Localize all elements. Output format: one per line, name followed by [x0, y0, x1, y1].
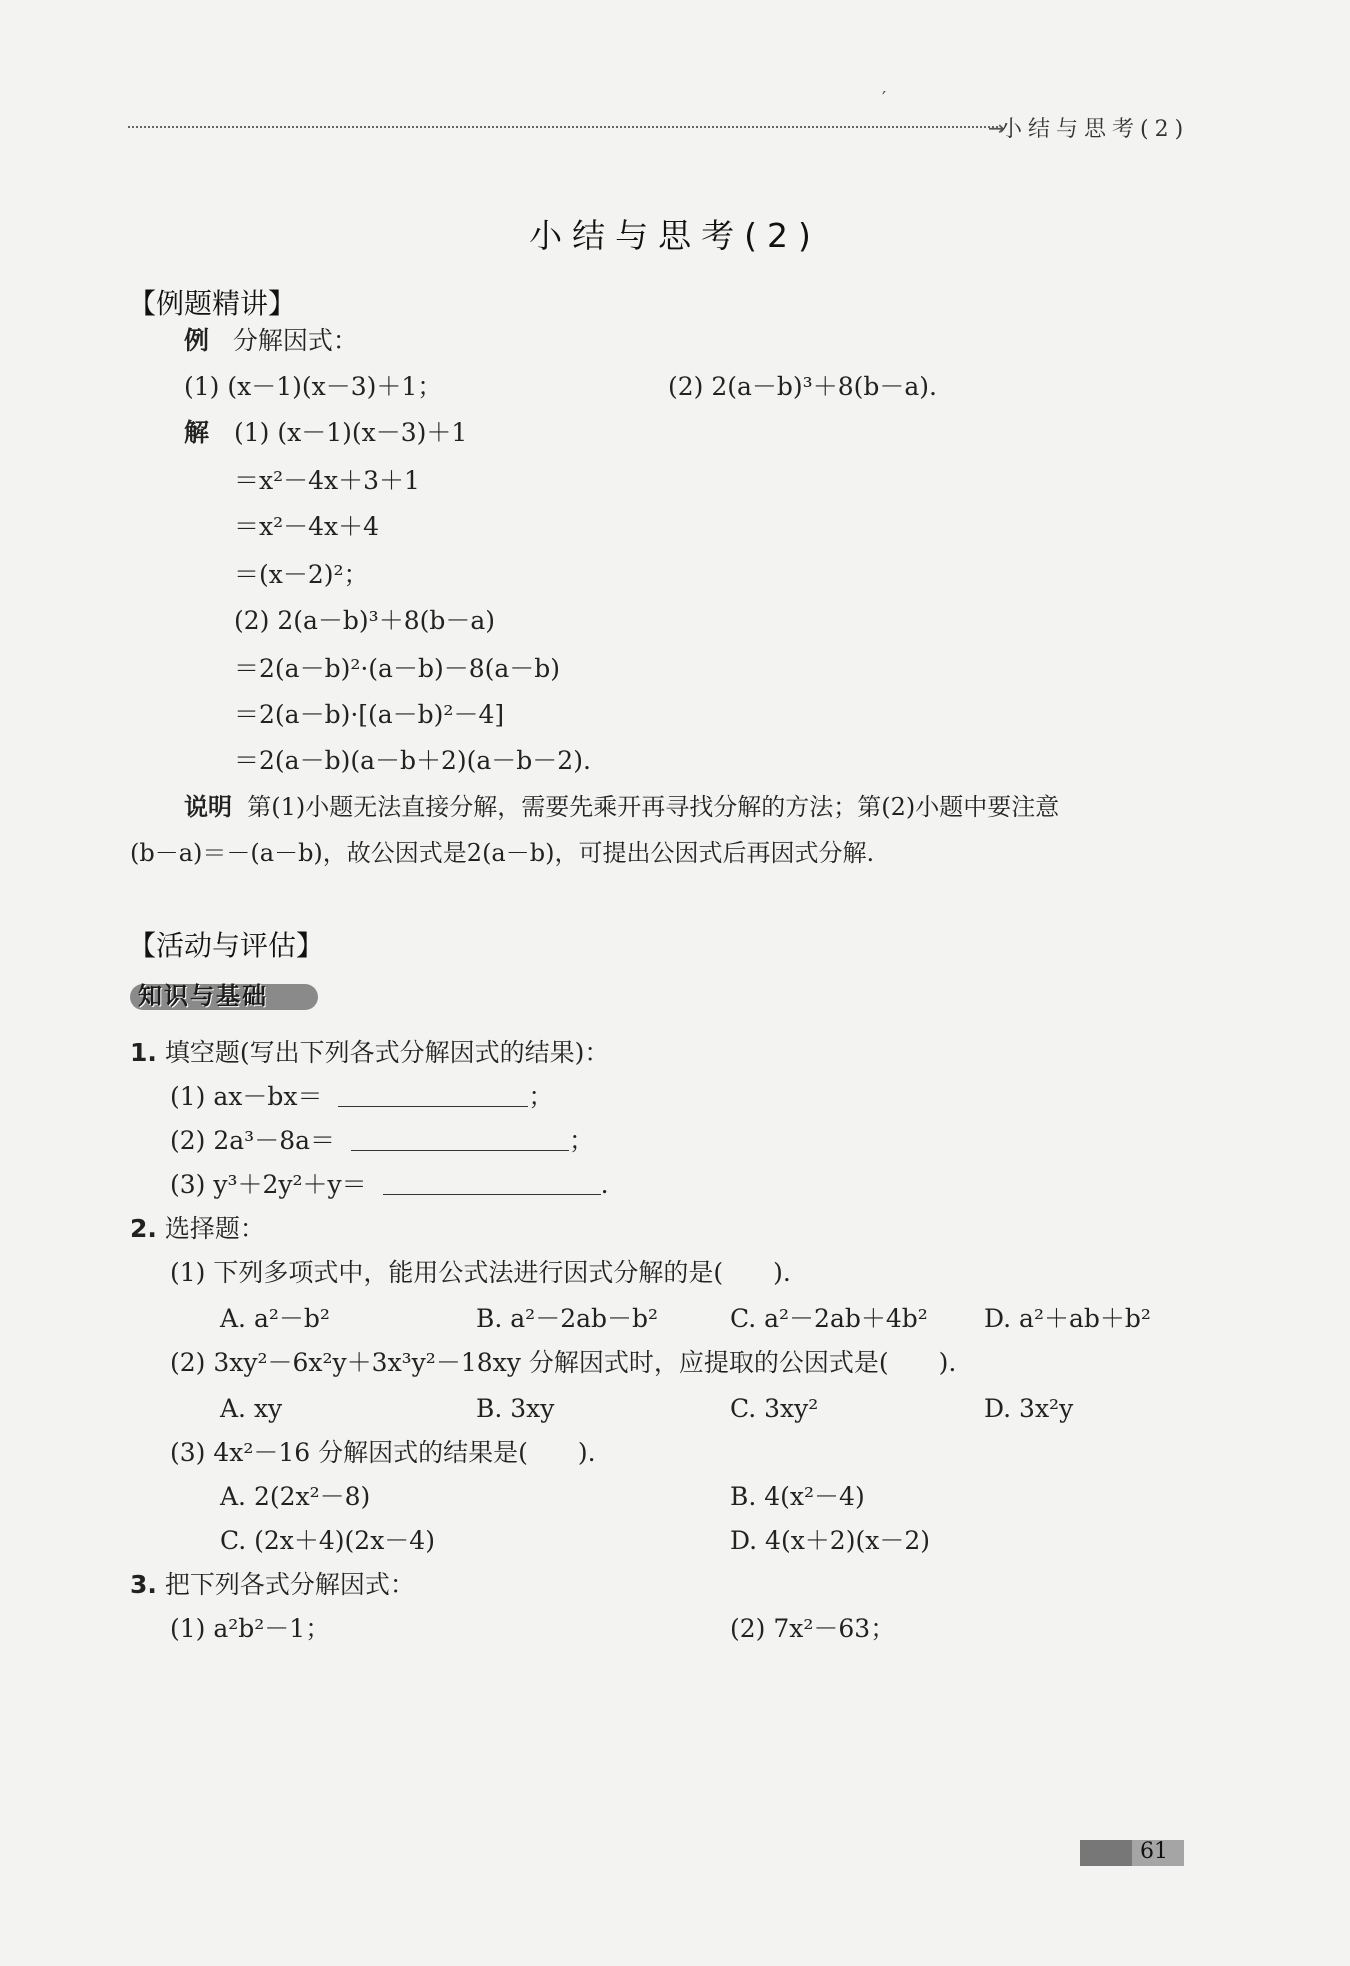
solution-line: ＝2(a－b)(a－b＋2)(a－b－2). — [234, 746, 591, 775]
q2-sub3-option-b[interactable]: B. 4(x²－4) — [730, 1482, 865, 1511]
q2-sub2-option-b[interactable]: B. 3xy — [476, 1394, 555, 1423]
q2-sub2-stem: (2) 3xy²－6x²y＋3x³y²－18xy 分解因式时，应提取的公因式是( ). — [170, 1348, 957, 1377]
page-number-tab — [1080, 1840, 1184, 1866]
question-3-number: 3. — [130, 1570, 157, 1599]
example-statement — [184, 326, 358, 356]
answer-blank-2[interactable] — [351, 1128, 569, 1151]
page-title: 小结与思考(2) — [529, 216, 821, 255]
q2-sub1-option-d[interactable]: D. a²＋ab＋b² — [984, 1304, 1151, 1333]
page-number: 61 — [1140, 1839, 1168, 1864]
solution-line: ＝x²－4x＋4 — [234, 512, 380, 541]
example-problem-2: (2) 2(a－b)³＋8(b－a). — [668, 372, 937, 401]
q1-item-3-expr: (3) y³＋2y²＋y＝ — [170, 1170, 367, 1199]
answer-blank-1[interactable] — [338, 1084, 528, 1107]
solution-line: (2) 2(a－b)³＋8(b－a) — [234, 606, 496, 635]
q1-item-1-end: ； — [528, 1082, 554, 1111]
solution-line: ＝(x－2)²； — [234, 560, 369, 589]
example-problem-1: (1) (x－1)(x－3)＋1； — [184, 372, 443, 401]
q1-item-1 — [170, 1082, 553, 1112]
question-1-text: 填空题(写出下列各式分解因式的结果)： — [164, 1038, 610, 1067]
q1-item-3 — [170, 1170, 609, 1200]
q2-sub1-option-b[interactable]: B. a²－2ab－b² — [476, 1304, 659, 1333]
question-1-number: 1. — [130, 1038, 157, 1067]
badge-label: 知识与基础 — [138, 982, 268, 1010]
question-1 — [130, 1038, 609, 1068]
q2-sub2-option-d[interactable]: D. 3x²y — [984, 1394, 1074, 1423]
note-line-2: (b－a)＝－(a－b)，故公因式是2(a－b)，可提出公因式后再因式分解. — [130, 839, 875, 867]
example-prompt: 分解因式： — [232, 326, 358, 355]
q2-sub3-option-c[interactable]: C. (2x＋4)(2x－4) — [220, 1526, 435, 1555]
solution-line: (1) (x－1)(x－3)＋1 — [234, 418, 468, 447]
solution-line: ＝x²－4x＋3＋1 — [234, 466, 420, 495]
q2-sub3-option-d[interactable]: D. 4(x＋2)(x－2) — [730, 1526, 930, 1555]
q2-sub3-stem: (3) 4x²－16 分解因式的结果是( ). — [170, 1438, 596, 1467]
example-label: 例 — [184, 326, 210, 355]
note-label: 说明 — [184, 793, 232, 821]
note-text-1: 第(1)小题无法直接分解，需要先乘开再寻找分解的方法；第(2)小题中要注意 — [247, 793, 1060, 821]
solution-label: 解 — [184, 418, 210, 447]
q1-item-3-end: . — [600, 1170, 609, 1199]
note-line-1 — [184, 792, 1059, 822]
question-2 — [130, 1214, 265, 1244]
q1-item-2-expr: (2) 2a³－8a＝ — [170, 1126, 336, 1155]
question-3 — [130, 1570, 415, 1600]
q3-item-1: (1) a²b²－1； — [170, 1614, 331, 1643]
header-dotted-rule — [128, 126, 998, 128]
q2-sub1-stem: (1) 下列多项式中，能用公式法进行因式分解的是( ). — [170, 1258, 791, 1287]
q2-sub3-option-a[interactable]: A. 2(2x²－8) — [220, 1482, 371, 1511]
q2-sub2-option-c[interactable]: C. 3xy² — [730, 1394, 819, 1423]
running-title: 小结与思考(2) — [1000, 117, 1190, 142]
knowledge-basics-badge — [130, 976, 318, 1012]
answer-blank-3[interactable] — [383, 1172, 601, 1195]
q1-item-2 — [170, 1126, 594, 1156]
q3-item-2: (2) 7x²－63； — [730, 1614, 896, 1643]
q2-sub1-option-c[interactable]: C. a²－2ab＋4b² — [730, 1304, 928, 1333]
header-arrow-icon: → — [988, 116, 1005, 140]
q2-sub1-option-a[interactable]: A. a²－b² — [220, 1304, 330, 1333]
activity-section-heading: 【活动与评估】 — [128, 929, 325, 962]
solution-line: ＝2(a－b)·[(a－b)²－4] — [234, 700, 505, 729]
question-2-text: 选择题： — [164, 1214, 265, 1243]
question-3-text: 把下列各式分解因式： — [164, 1570, 415, 1599]
header-tick-mark: ′ — [882, 88, 887, 109]
question-2-number: 2. — [130, 1214, 157, 1243]
solution-line: ＝2(a－b)²·(a－b)－8(a－b) — [234, 654, 561, 683]
q2-sub2-option-a[interactable]: A. xy — [220, 1394, 283, 1423]
example-section-heading: 【例题精讲】 — [128, 287, 297, 320]
q1-item-2-end: ； — [568, 1126, 594, 1155]
q1-item-1-expr: (1) ax－bx＝ — [170, 1082, 323, 1111]
